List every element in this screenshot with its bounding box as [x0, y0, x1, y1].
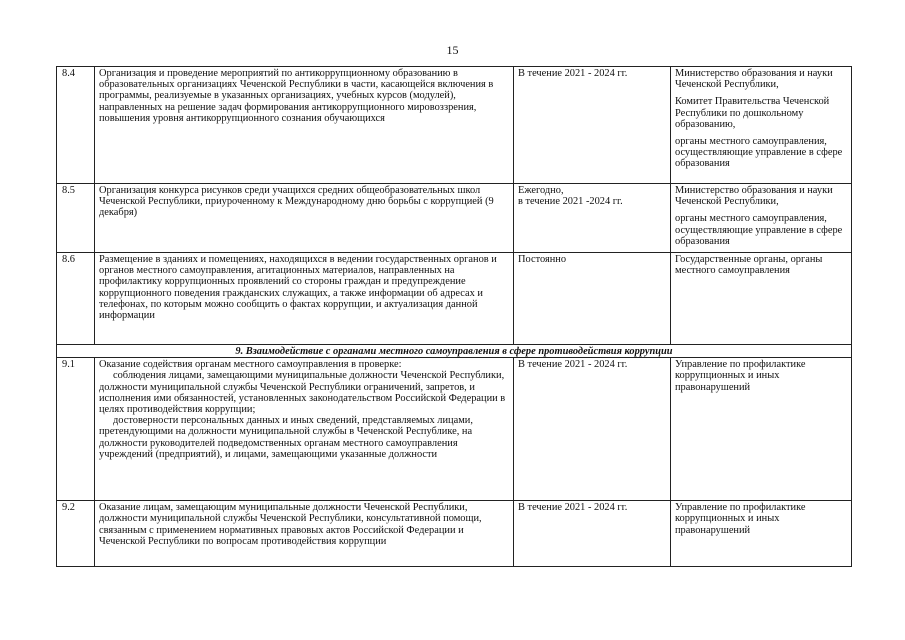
row-responsible [671, 67, 852, 184]
row-term: Постоянно [514, 253, 671, 345]
action-line: Оказание содействия органам местного самоуправления в проверке: [99, 359, 402, 371]
row-responsible: Управление по профилактике коррупционных и иных правонарушений [671, 501, 852, 567]
row-term: В течение 2021 - 2024 гг. [514, 67, 671, 184]
responsible-item: органы местного самоуправления, осуществляющие управление в сфере образования [675, 136, 843, 170]
row-term [514, 184, 671, 253]
row-action [95, 358, 514, 501]
section-title: 9. Взаимодействие с органами местного самоуправления в сфере противодействия коррупции [57, 345, 852, 358]
row-number: 8.4 [57, 67, 95, 184]
row-number: 8.6 [57, 253, 95, 345]
row-action: Размещение в зданиях и помещениях, находящихся в ведении государственных органов и органов местного самоуправления, агитационных материалов, направленных на профилактику коррупционных проявлений со стороны граждан и предупреждение коррупционного поведения гражданских служащих, а также информации об адресах и телефонах, по которым можно сообщить о фактах коррупции, и актуализация данной информации [95, 253, 514, 345]
action-line: достоверности персональных данных и иных сведений, представляемых лицами, претендующими на должности муниципальной службы в Чеченской Республике, на должности руководителей подведомственных органам местного самоуправления учреждений (предприятий), и лицами, замещающими указанные должности [99, 415, 473, 460]
term-line: Ежегодно, [518, 185, 564, 196]
table-row [57, 253, 852, 345]
table-row [57, 67, 852, 184]
term-line: в течение 2021 -2024 гг. [518, 196, 623, 208]
action-line: соблюдения лицами, замещающими муниципальные должности Чеченской Республики, должности муниципальной службы Чеченской Республики ограничений, запретов, и исполнения ими обязанностей, установленных законодательством Российской Федерации в целях противодействия коррупции; [99, 370, 506, 416]
row-term: В течение 2021 - 2024 гг. [514, 501, 671, 567]
row-action: Оказание лицам, замещающим муниципальные должности Чеченской Республики, должности муниципальной службы Чеченской Республики, консультативной помощи, связанным с применением нормативных правовых актов Российской Федерации и Чеченской Республики по вопросам противодействия коррупции [95, 501, 514, 567]
row-responsible: Управление по профилактике коррупционных и иных правонарушений [671, 358, 852, 501]
responsible-item: Комитет Правительства Чеченской Республики по дошкольному образованию, [675, 96, 830, 130]
row-number: 8.5 [57, 184, 95, 253]
page-number: 15 [446, 43, 459, 57]
row-term: В течение 2021 - 2024 гг. [514, 358, 671, 501]
row-action: Организация конкурса рисунков среди учащихся средних общеобразовательных школ Чеченской Республики, приуроченному к Международному дню борьбы с коррупцией (9 декабря) [95, 184, 514, 253]
action-plan-table [56, 66, 852, 567]
responsible-item: Министерство образования и науки Чеченской Республики, [675, 185, 833, 208]
table-row [57, 184, 852, 253]
section-header-row [57, 345, 852, 358]
row-action: Организация и проведение мероприятий по антикоррупционному образованию в образовательных организациях Чеченской Республики в части, касающейся включения в программы, реализуемые в указанных организациях, учебных курсов (модулей), направленных на решение задач формирования антикоррупционного мировоззрения, повышения уровня антикоррупционного сознания обучающихся [95, 67, 514, 184]
table-row [57, 358, 852, 501]
responsible-item: Министерство образования и науки Чеченской Республики, [675, 68, 833, 91]
row-responsible: Государственные органы, органы местного самоуправления [671, 253, 852, 345]
table-row [57, 501, 852, 567]
row-number: 9.1 [57, 358, 95, 501]
responsible-item: органы местного самоуправления, осуществляющие управление в сфере образования [675, 213, 843, 247]
row-responsible [671, 184, 852, 253]
row-number: 9.2 [57, 501, 95, 567]
